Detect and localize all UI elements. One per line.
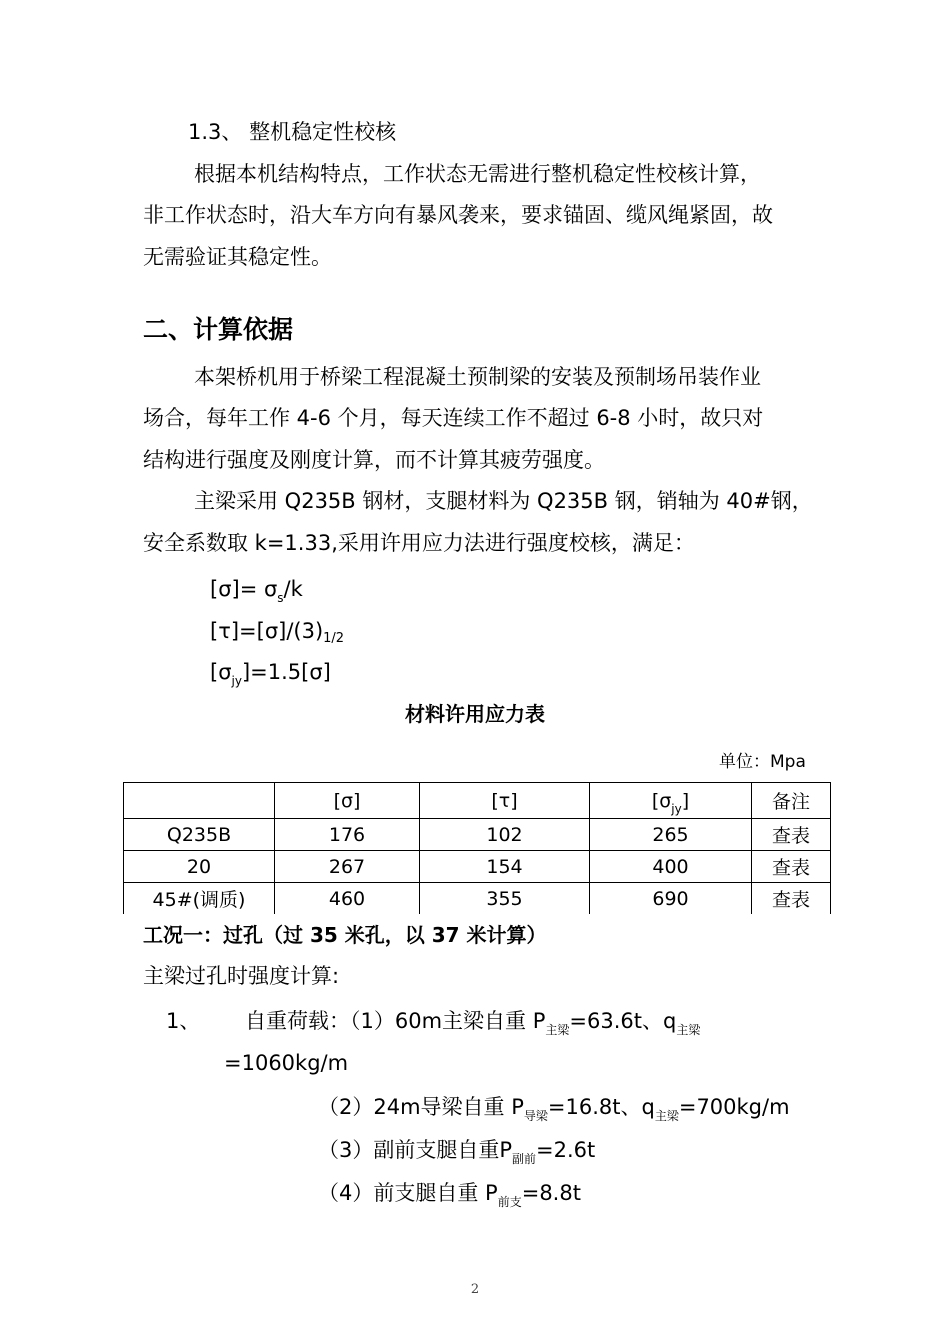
formula-tau: $[\tau]=[\sigma]/(3)_{1/2}$ — [210, 619, 345, 646]
paragraph-line: 结构进行强度及刚度计算，而不计算其疲劳强度。 — [143, 448, 605, 472]
formula-sigma-jy: $[\sigma_{jy}]=1.5[\sigma]$ — [210, 660, 331, 688]
table-cell: 154 — [420, 851, 590, 883]
page-number: 2 — [470, 1282, 480, 1297]
table-cell: 355 — [420, 883, 590, 915]
load-item-4: （4）前支腿自重 $P_{前支}=8.8t$ — [318, 1181, 581, 1209]
paragraph-line: 场合，每年工作 4-6 个月，每天连续工作不超过 6-8 小时，故只对 — [143, 406, 764, 430]
table-cell: 265 — [590, 819, 752, 851]
paragraph-line: 无需验证其稳定性。 — [143, 245, 332, 269]
load-item-3: （3）副前支腿自重$P_{副前}=2.6t$ — [318, 1138, 596, 1166]
paragraph-line: 非工作状态时，沿大车方向有暴风袭来，要求锚固、缆风绳紧固，故 — [143, 203, 773, 227]
table-title: 材料许用应力表 — [405, 702, 545, 726]
header-cell: [τ] — [420, 783, 590, 819]
material-stress-table — [123, 782, 831, 914]
header-cell: [σ] — [275, 783, 420, 819]
formula-sigma: $[\sigma]= \sigma_s/k$ — [210, 577, 303, 605]
table-cell: 400 — [590, 851, 752, 883]
load-item-1-continued: =1060kg/m — [224, 1051, 349, 1075]
load-item-1: 自重荷载：（1）60m主梁自重 $P_{主梁}=63.6t$、$q_{主梁}$ — [245, 1009, 701, 1037]
paragraph-line: 本架桥机用于桥梁工程混凝土预制梁的安装及预制场吊装作业 — [194, 365, 761, 389]
table-cell: 20 — [124, 851, 275, 883]
table-cell: 267 — [275, 851, 420, 883]
paragraph-line: 安全系数取 k=1.33,采用许用应力法进行强度校核，满足： — [143, 531, 695, 555]
table-header-row — [124, 783, 831, 819]
section-heading-2: 二、计算依据 — [143, 315, 294, 344]
table-unit: 单位：Mpa — [719, 752, 806, 772]
load-item-2: （2）24m导梁自重 $P_{导梁}=16.8t$、$q_{主梁}=700kg/m$ — [318, 1095, 790, 1123]
table-cell: 102 — [420, 819, 590, 851]
case1-heading: 工况一：过孔（过 35 米孔，以 37 米计算） — [143, 923, 547, 947]
table-cell: 460 — [275, 883, 420, 915]
table-cell: 查表 — [752, 851, 831, 883]
header-cell: $[\sigma_{jy}]$ — [590, 783, 752, 819]
paragraph-line: 根据本机结构特点，工作状态无需进行整机稳定性校核计算， — [194, 162, 761, 186]
section-heading-1-3: 1.3、 整机稳定性校核 — [188, 120, 397, 144]
table-row — [124, 819, 831, 851]
table-row — [124, 851, 831, 883]
table-cell: 690 — [590, 883, 752, 915]
header-cell: 备注 — [752, 783, 831, 819]
case1-subheading: 主梁过孔时强度计算: — [143, 964, 340, 988]
header-cell — [124, 783, 275, 819]
table-cell: 45#(调质) — [124, 883, 275, 915]
table-row — [124, 883, 831, 915]
item-number: 1、 — [166, 1009, 201, 1033]
table-cell: 查表 — [752, 819, 831, 851]
table-cell: 176 — [275, 819, 420, 851]
paragraph-line: 主梁采用 Q235B 钢材，支腿材料为 Q235B 钢，销轴为 40#钢， — [194, 489, 813, 513]
table-cell: Q235B — [124, 819, 275, 851]
table-cell: 查表 — [752, 883, 831, 915]
